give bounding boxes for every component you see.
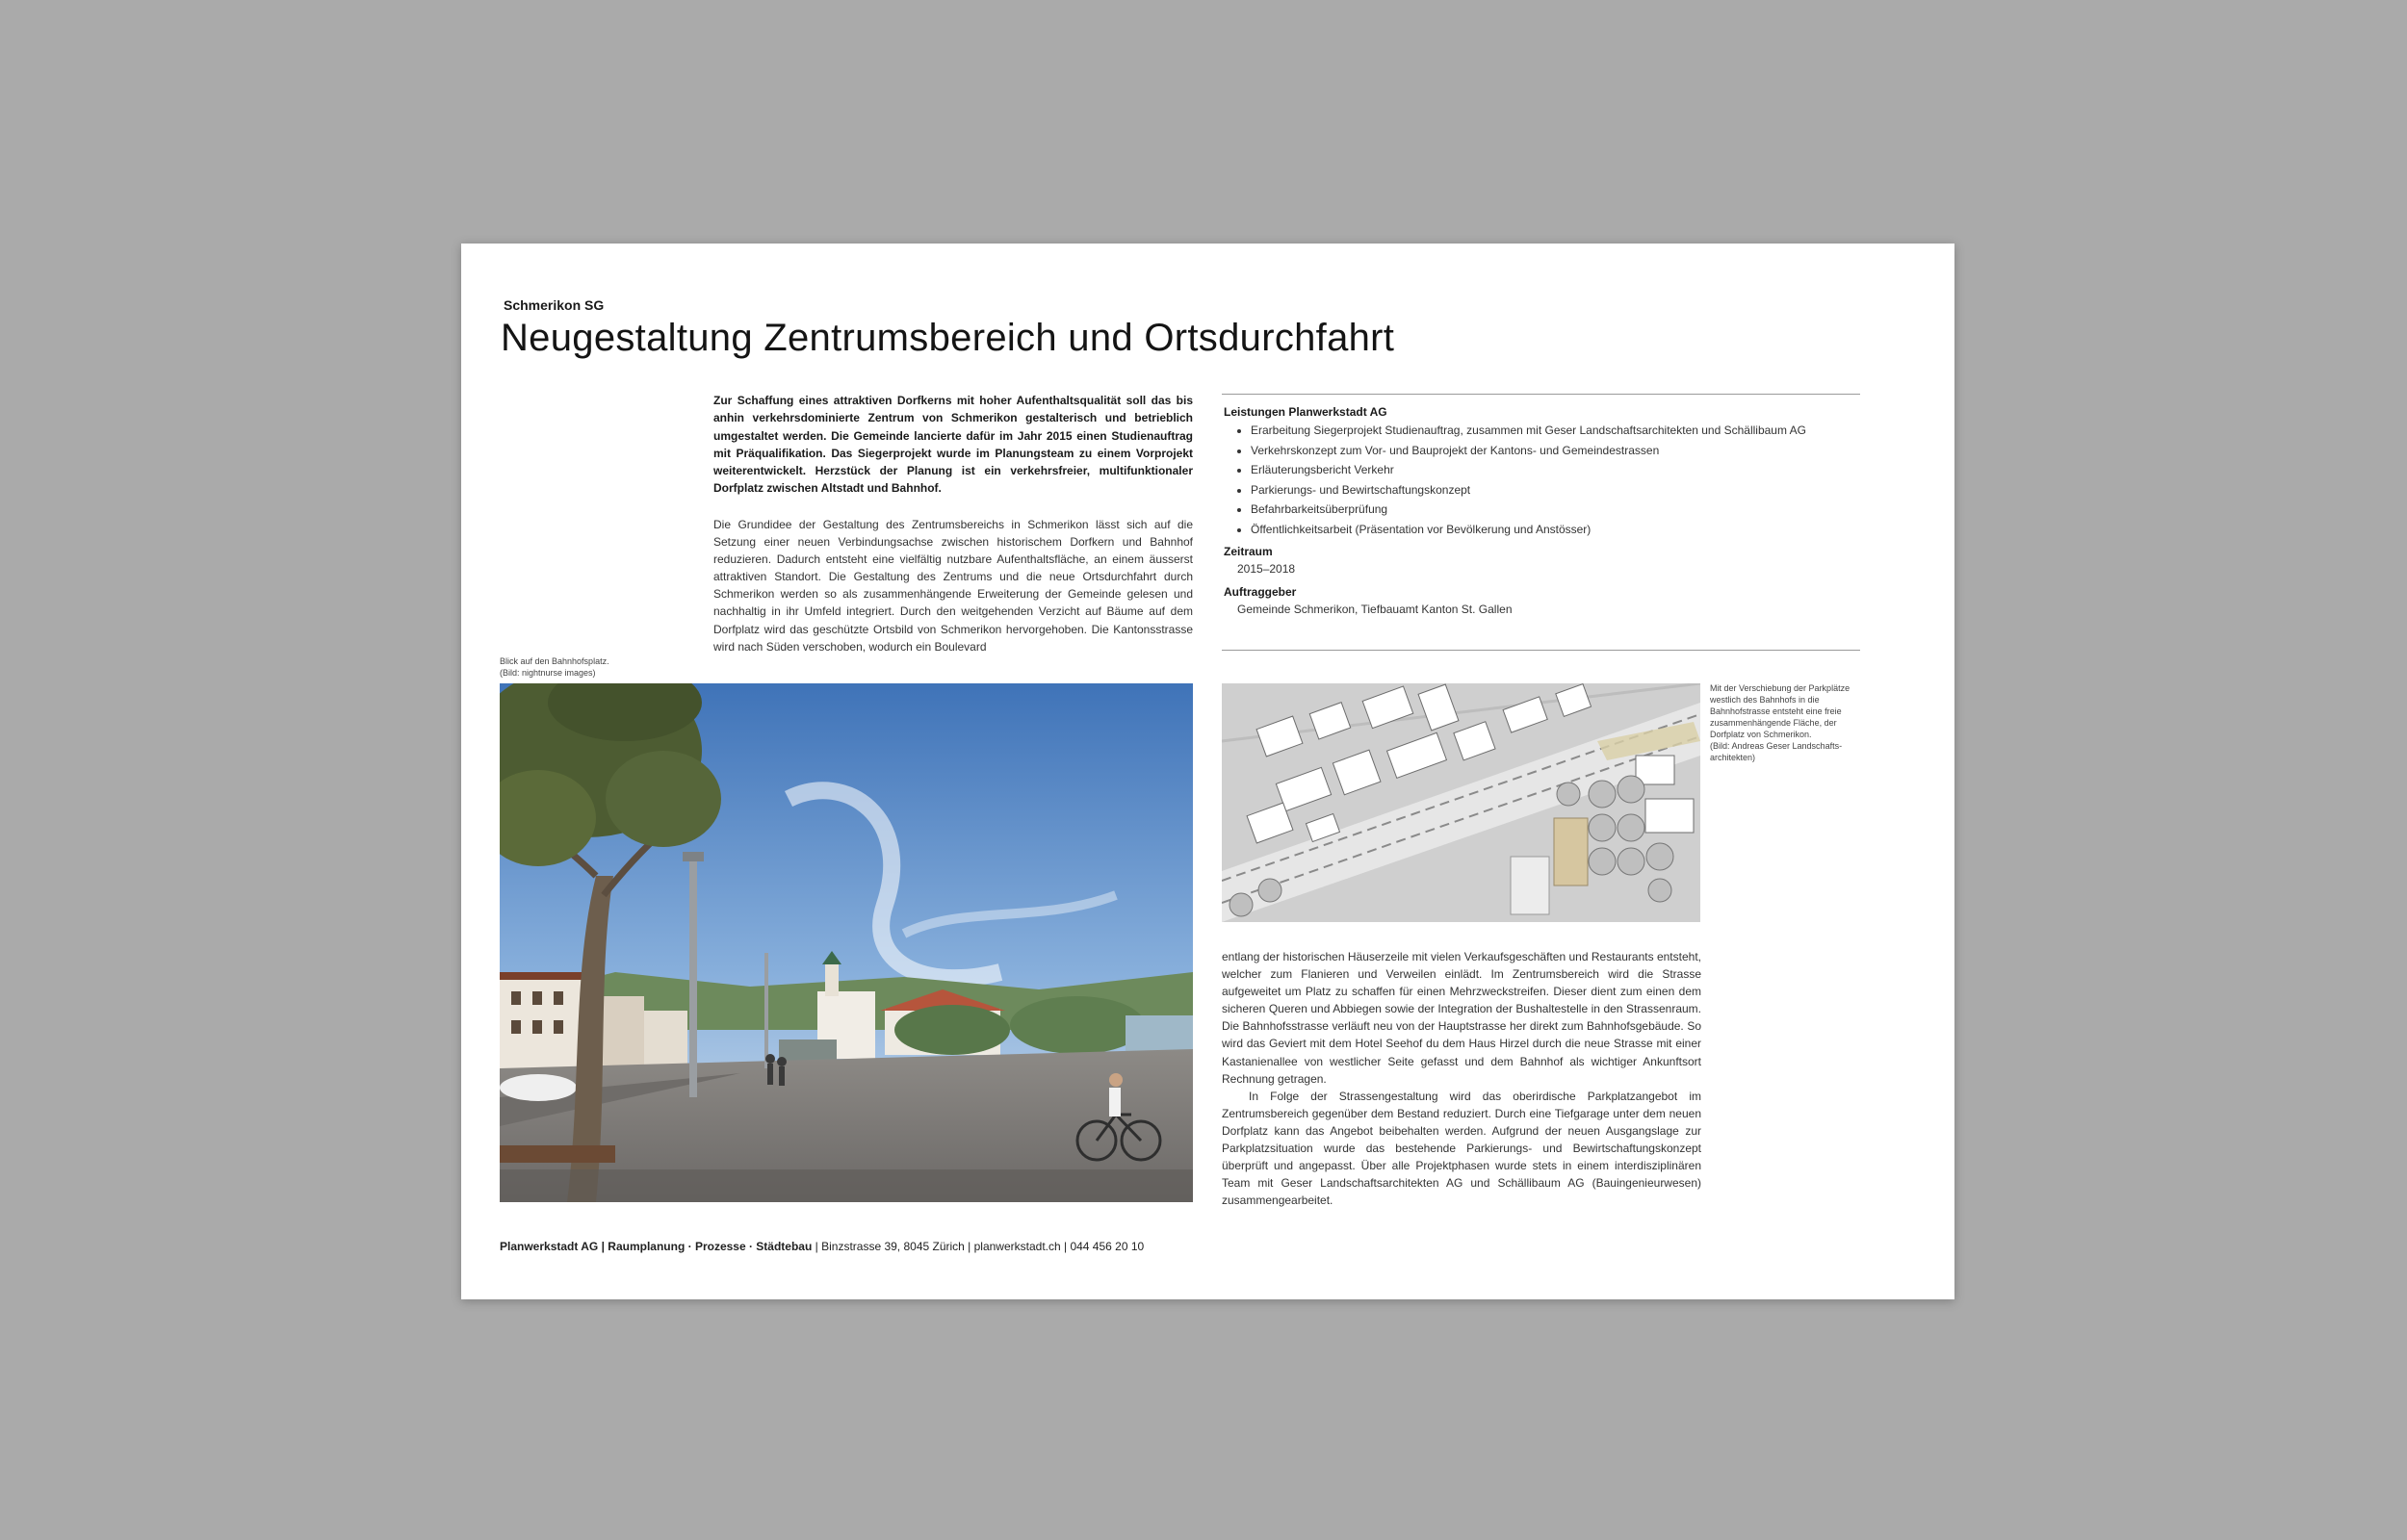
caption-line: (Bild: nightnurse images) [500,668,596,678]
site-plan-image [1222,683,1700,922]
list-item: • Öffentlichkeitsarbeit (Präsentation vor Bevölkerung und Anstösser) [1251,520,1859,540]
client-value: Gemeinde Schmerikon, Tiefbauamt Kanton St. Gallen [1237,603,1513,616]
location-label: Schmerikon SG [504,297,605,313]
article-title: Neugestaltung Zentrumsbereich und Ortsdurchfahrt [501,317,1395,359]
period-heading: Zeitraum [1224,545,1273,558]
footer-contact: | Binzstrasse 39, 8045 Zürich | planwerkstadt.ch | 044 456 20 10 [812,1240,1145,1253]
bahnhofsplatz-photo [500,683,1193,1202]
list-item: • Erläuterungsbericht Verkehr [1251,460,1859,480]
period-value: 2015–2018 [1237,562,1296,576]
caption-line: zusammenhängende Fläche, der [1710,718,1837,728]
caption-line: Dorfplatz von Schmerikon. [1710,730,1812,739]
caption-line: Mit der Verschiebung der Parkplätze [1710,683,1851,693]
body-paragraph-3: In Folge der Strassengestaltung wird das oberirdische Parkplatzangebot im Zentrumsbereich gegenüber dem Bestand reduziert. Durch eine Tiefgarage unter dem neuen Dorfplatz kann das Angebot beibehalten werden. Aufgrund der neuen Ausgangslage zur Parkplatzsituation wurde das bestehende Parkierungs- und Bewirtschaftungskonzept überprüft und angepasst. Über alle Projektphasen wurde stets in einem interdisziplinären Team mit Geser Landschaftsarchitekten AG und Schällibaum AG (Bauingenieurwesen) zusammengearbeitet. [1222,1089,1701,1208]
photo-illustration [500,683,1193,1202]
caption-line: westlich des Bahnhofs in die [1710,695,1820,705]
plan-caption [1710,682,1864,763]
document-page [461,244,1954,1299]
lead-paragraph: Zur Schaffung eines attraktiven Dorfkerns mit hoher Aufenthaltsqualität soll das bis anhin verkehrsdominierte Zentrum von Schmerikon gestalterisch und betrieblich umgestaltet werden. Die Gemeinde lancierte dafür im Jahr 2015 einen Studienauftrag mit Präqualifikation. Das Siegerprojekt wurde im Planungsteam zu einem Vorprojekt weiterentwickelt. Herzstück der Planung ist ein verkehrsfreier, multifunktionaler Dorfplatz zwischen Altstadt und Bahnhof. [713,394,1193,496]
caption-line: Blick auf den Bahnhofsplatz. [500,656,609,666]
services-heading: Leistungen Planwerkstadt AG [1224,405,1387,419]
caption-line: Bahnhofstrasse entsteht eine freie [1710,706,1842,716]
photo-caption [500,655,609,679]
client-heading: Auftraggeber [1224,585,1297,599]
list-item: • Parkierungs- und Bewirtschaftungskonzept [1251,480,1859,500]
body-paragraph-2: entlang der historischen Häuserzeile mit vielen Verkaufsgeschäften und Restaurants entsteht, welcher zum Flanieren und Verweilen einlädt. Im Zentrumsbereich wird die Strasse aufgeweitet um Platz zu schaffen für einen Mehrzweckstreifen. Dieser dient zum einen dem sicheren Queren und Abbiegen sowie der Integration der Bushaltestelle in den Strassenraum. Die Bahnhofsstrasse verläuft neu von der Hauptstrasse her direkt zum Bahnhofsgebäude. So wird das Geviert mit dem Hotel Seehof du dem Haus Hirzel durch die neue Strasse mit einer Kastanienallee von westlicher Seite gefasst und dem Bahnhof als wichtiger Ankunftsort Rechnung getragen. [1222,950,1701,1086]
project-info-box [1224,405,1859,626]
footer-company: Planwerkstadt AG | Raumplanung · Prozesse · Städtebau [500,1240,813,1253]
list-item: • Befahrbarkeitsüberprüfung [1251,500,1859,520]
caption-line: architekten) [1710,753,1756,762]
body-text-continued [1222,948,1701,1209]
services-list [1224,421,1859,539]
page-footer [500,1240,1144,1253]
top-divider [1222,394,1860,395]
site-plan-drawing [1222,683,1700,922]
caption-line: (Bild: Andreas Geser Landschafts- [1710,741,1843,751]
bottom-divider [1222,650,1860,651]
list-item: • Erarbeitung Siegerprojekt Studienauftrag, zusammen mit Geser Landschaftsarchitekten und Schällibaum AG [1251,421,1859,441]
list-item: • Verkehrskonzept zum Vor- und Bauprojekt der Kantons- und Gemeindestrassen [1251,441,1859,461]
body-paragraph-1: Die Grundidee der Gestaltung des Zentrumsbereichs in Schmerikon lässt sich auf die Setzung einer neuen Verbindungsachse zwischen historischem Dorfkern und Bahnhof reduzieren. Dadurch entsteht eine vielfältig nutzbare Aufenthaltsfläche, an einem äusserst attraktiven Standort. Die Gestaltung des Zentrums und die neue Ortsdurchfahrt durch Schmerikon werden so als zusammenhängende Erweiterung der Gemeinde gelesen und nachhaltig in ihr Umfeld integriert. Durch den weitgehenden Verzicht auf Bäume auf dem Dorfplatz wird das geschützte Ortsbild von Schmerikon hervorgehoben. Die Kantonsstrasse wird nach Süden verschoben, wodurch ein Boulevard [713,518,1193,654]
